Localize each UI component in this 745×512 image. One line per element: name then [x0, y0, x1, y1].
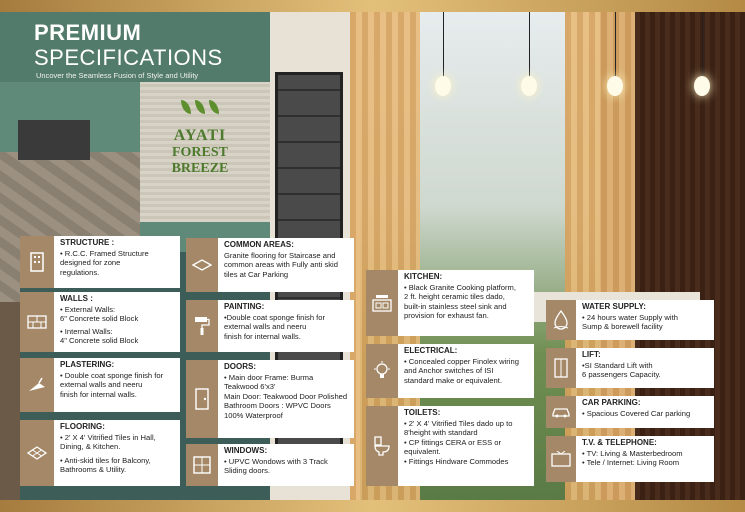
brand-logo	[148, 100, 252, 180]
spec-line: 6 passengers Capacity.	[582, 370, 661, 380]
spec-line: • External Walls:	[60, 305, 116, 314]
spec-line: • TV: Living & Masterbedroom	[582, 449, 683, 458]
floor-tiles-icon	[20, 420, 54, 486]
spec-title: WINDOWS:	[224, 446, 268, 455]
spec-line: • CP fittings CERA or ESS or	[404, 437, 502, 447]
spec-card-toilets	[366, 406, 534, 486]
spec-line: built-in stainless steel sink and	[404, 301, 507, 311]
spec-line: • 2' X 4' Vitrified Tiles in Hall,	[60, 433, 156, 442]
spec-line: • Main door Frame: Burma	[224, 373, 314, 382]
spec-line: • Spacious Covered Car parking	[582, 409, 691, 418]
kitchen-hood	[18, 120, 90, 160]
spec-card-electrical	[366, 344, 534, 398]
spec-line: • Anti-skid tiles for Balcony,	[60, 455, 151, 465]
spec-title: CAR PARKING:	[582, 398, 641, 407]
pendant-bulb-icon	[521, 76, 537, 96]
spec-line: • UPVC Wondows with 3 Track	[224, 457, 328, 466]
spec-title: ELECTRICAL:	[404, 346, 458, 355]
page-title-line1: PREMIUM	[34, 20, 142, 45]
spec-title: WATER SUPPLY:	[582, 302, 646, 311]
toilet-icon	[366, 406, 398, 486]
spec-card-tv-telephone	[546, 436, 714, 482]
spec-line: • Black Granite Cooking platform,	[404, 283, 516, 292]
pendant-bulb-icon	[694, 76, 710, 96]
spec-card-lift	[546, 348, 714, 388]
spec-line: •Double coat sponge finish for	[224, 313, 326, 322]
water-drop-icon	[546, 300, 576, 340]
logo-line2: FOREST BREEZE	[171, 145, 229, 176]
trowel-icon	[20, 358, 54, 412]
floor-tile-icon	[186, 238, 218, 292]
spec-card-windows	[186, 444, 354, 486]
spec-card-flooring	[20, 420, 180, 486]
spec-line: designed for zone	[60, 258, 121, 268]
spec-line: • Concealed copper Finolex wiring	[404, 357, 519, 366]
spec-card-painting	[186, 300, 354, 352]
logo-line1: AYATI	[173, 127, 227, 144]
spec-title: COMMON AREAS:	[224, 240, 294, 249]
spec-line: Teakwood 6'x3'	[224, 382, 276, 392]
spec-title: DOORS:	[224, 362, 256, 371]
spec-line: • Fittings Hindware Commodes	[404, 456, 509, 466]
pendant-bulb-icon	[435, 76, 451, 96]
door-icon	[186, 360, 218, 438]
spec-line: 100% Waterproof	[224, 410, 283, 420]
spec-title: T.V. & TELEPHONE:	[582, 438, 657, 447]
pendant-cord	[529, 12, 530, 78]
spec-title: FLOORING:	[60, 422, 105, 431]
bulb-icon	[366, 344, 398, 398]
spec-card-water-supply	[546, 300, 714, 340]
brick-wall-icon	[20, 292, 54, 352]
spec-card-car-parking	[546, 396, 714, 428]
paint-roller-icon	[186, 300, 218, 352]
spec-line: Dining, & Kitchen.	[60, 442, 121, 452]
spec-title: TOILETS:	[404, 408, 441, 417]
spec-line: and Anchor switches of ISI	[404, 366, 494, 376]
top-gold-bar	[0, 0, 745, 12]
spec-card-common-areas	[186, 238, 354, 292]
spec-line: Sump & borewell facility	[582, 322, 663, 332]
spec-line: • 24 hours water Supply with	[582, 313, 678, 322]
spec-line: finish for internal walls.	[60, 389, 137, 399]
window-icon	[186, 444, 218, 486]
spec-card-walls	[20, 292, 180, 352]
car-icon	[546, 396, 576, 428]
spec-line: • 2' X 4' Vitrified Tiles dado up to	[404, 419, 513, 428]
bottom-gold-bar	[0, 500, 745, 512]
spec-line: 2 ft. height ceramic tiles dado,	[404, 292, 505, 302]
spec-line: external walls and neeru	[60, 380, 143, 390]
spec-line: equivalent.	[404, 447, 441, 457]
pendant-cord	[443, 12, 444, 78]
spec-line: external walls and neeru	[224, 322, 307, 332]
pendant-cord	[702, 12, 703, 78]
spec-line: •SI Standard Lift with	[582, 361, 653, 370]
spec-card-structure	[20, 236, 180, 288]
spec-line: • Internal Walls:	[60, 326, 113, 336]
spec-line: regulations.	[60, 267, 100, 277]
spec-line: • R.C.C. Framed Structure	[60, 249, 149, 258]
spec-card-kitchen	[366, 270, 534, 336]
spec-line: • Double coat sponge finish for	[60, 371, 164, 380]
spec-title: PAINTING:	[224, 302, 265, 311]
stove-icon	[366, 270, 398, 336]
spec-line: Sliding doors.	[224, 466, 271, 476]
spec-title: STRUCTURE :	[60, 238, 115, 247]
pendant-bulb-icon	[607, 76, 623, 96]
page-subtitle: Uncover the Seamless Fusion of Style and Utility	[36, 71, 199, 80]
spec-line: Granite flooring for Staircase and	[224, 251, 336, 260]
spec-card-doors	[186, 360, 354, 438]
leaf-icon	[148, 100, 252, 119]
spec-card-plastering	[20, 358, 180, 412]
spec-line: • Tele / Internet: Living Room	[582, 458, 680, 468]
spec-line: Bathroom Doors : WPVC Doors	[224, 401, 331, 411]
spec-line: 4" Concrete solid Block	[60, 336, 139, 346]
spec-title: WALLS :	[60, 294, 93, 303]
spec-line: finish for internal walls.	[224, 331, 301, 341]
pendant-cord	[615, 12, 616, 78]
spec-line: tiles at Car Parking	[224, 269, 289, 279]
tv-icon	[546, 436, 576, 482]
spec-title: PLASTERING:	[60, 360, 115, 369]
spec-line: Bathrooms & Utility.	[60, 465, 127, 475]
spec-line: common areas with Fully anti skid	[224, 260, 338, 270]
spec-title: KITCHEN:	[404, 272, 443, 281]
spec-line: 6" Concrete solid Block	[60, 314, 139, 324]
building-icon	[20, 236, 54, 288]
spec-line: standard make or equivalent.	[404, 375, 502, 385]
elevator-icon	[546, 348, 576, 388]
spec-line: Main Door: Teakwood Door Polished	[224, 391, 348, 401]
page-title-line2: SPECIFICATIONS	[34, 45, 223, 70]
spec-line: provision for exhaust fan.	[404, 311, 489, 321]
spec-title: LIFT:	[582, 350, 601, 359]
spec-line: 8'height with standard	[404, 428, 478, 438]
